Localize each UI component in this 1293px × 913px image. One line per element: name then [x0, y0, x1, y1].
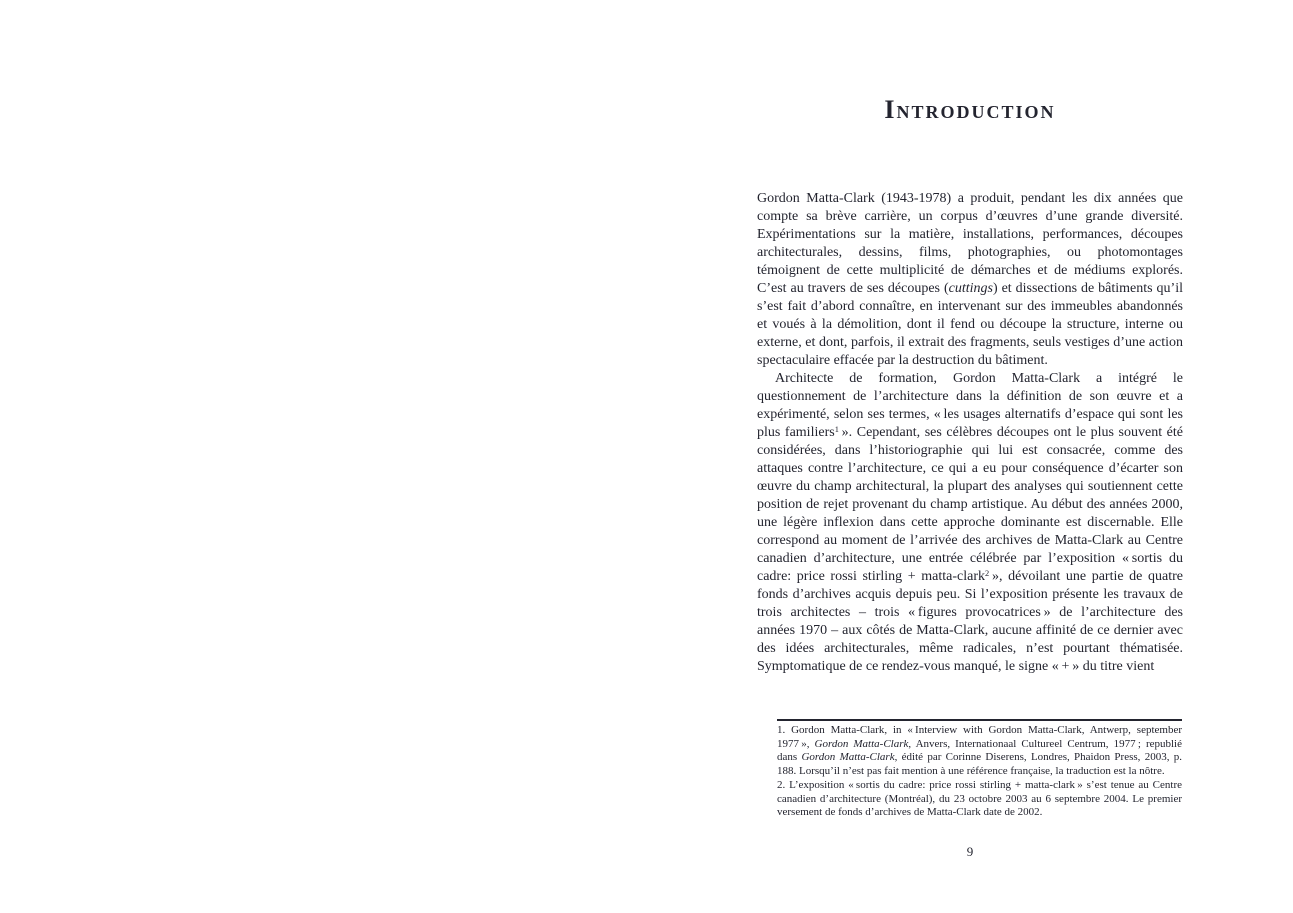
footnote: 1. Gordon Matta-Clark, in « Interview with Gordon Matta-Clark, Antwerp, september 1977 », Gordon Matta-Clark, Anvers, Internationaal Cultureel Centrum, 1977 ; republié dans Gordon Matta-Clark, édité par Corinne Diserens, Londres, Phaidon Press, 2003, p. 188. Lorsqu’il n’est pas fait mention à une référence française, la traduction est la nôtre.: [777, 724, 1182, 778]
paragraph: Gordon Matta-Clark (1943-1978) a produit, pendant les dix années que compte sa brève carrière, un corpus d’œuvres d’une grande diversité. Expérimentations sur la matière, installations, performances, découpes architecturales, dessins, films, photographies, ou photomontages témoignent de cette multiplicité de démarches et de médiums explorés. C’est au travers de ses découpes (cuttings) et dissections de bâtiments qu’il s’est fait d’abord connaître, en intervenant sur des immeubles abandonnés et voués à la démolition, dont il fend ou découpe la structure, interne ou externe, et dont, parfois, il extrait des fragments, seuls vestiges d’une action spectaculaire effacée par la destruction du bâtiment.: [757, 191, 1184, 368]
footnote-separator: [777, 719, 1182, 721]
chapter-title: Introduction: [884, 95, 1056, 124]
paragraph: Architecte de formation, Gordon Matta-Clark a intégré le questionnement de l’architecture dans la définition de son œuvre et a expérimenté, selon ses termes, « les usages alternatifs d’espace qui sont les plus familiers$^1$ ». Cependant, ses célèbres découpes ont le plus souvent été considérées, dans l’historiographie qui lui est consacrée, comme des attaques contre l’architecture, ce qui a eu pour conséquence d’écarter son œuvre du champ architectural, la plupart des analyses qui soutiennent cette position de rejet provenant du champ artistique. Au début des années 2000, une légère inflexion dans cette approche dominante est discernable. Elle correspond au moment de l’arrivée des archives de Matta-Clark au Centre canadien d’architecture, une entrée célébrée par l’exposition « sortis du cadre: price rossi stirling + matta-clark$^2$ », dévoilant une partie de quatre fonds d’archives acquis depuis peu. Si l’exposition présente les travaux de trois architectes – trois « figures provocatrices » de l’architecture des années 1970 – aux côtés de Matta-Clark, aucune affinité de ce dernier avec des idées architecturales, même radicales, n’est pourtant thématisée. Symptomatique de ce rendez-vous manqué, le signe « + » du titre vient: [757, 371, 1183, 674]
body-text: [757, 190, 1183, 676]
footnote: 2. L’exposition « sortis du cadre: price rossi stirling + matta-clark » s’est tenue au Centre canadien d’architecture (Montréal), du 23 octobre 2003 au 6 septembre 2004. Le premier versement de fonds d’archives de Matta-Clark date de 2002.: [777, 778, 1182, 819]
blank-left-page: [0, 0, 646, 913]
footnotes-section: [777, 724, 1182, 820]
page-number: 9: [966, 844, 974, 859]
